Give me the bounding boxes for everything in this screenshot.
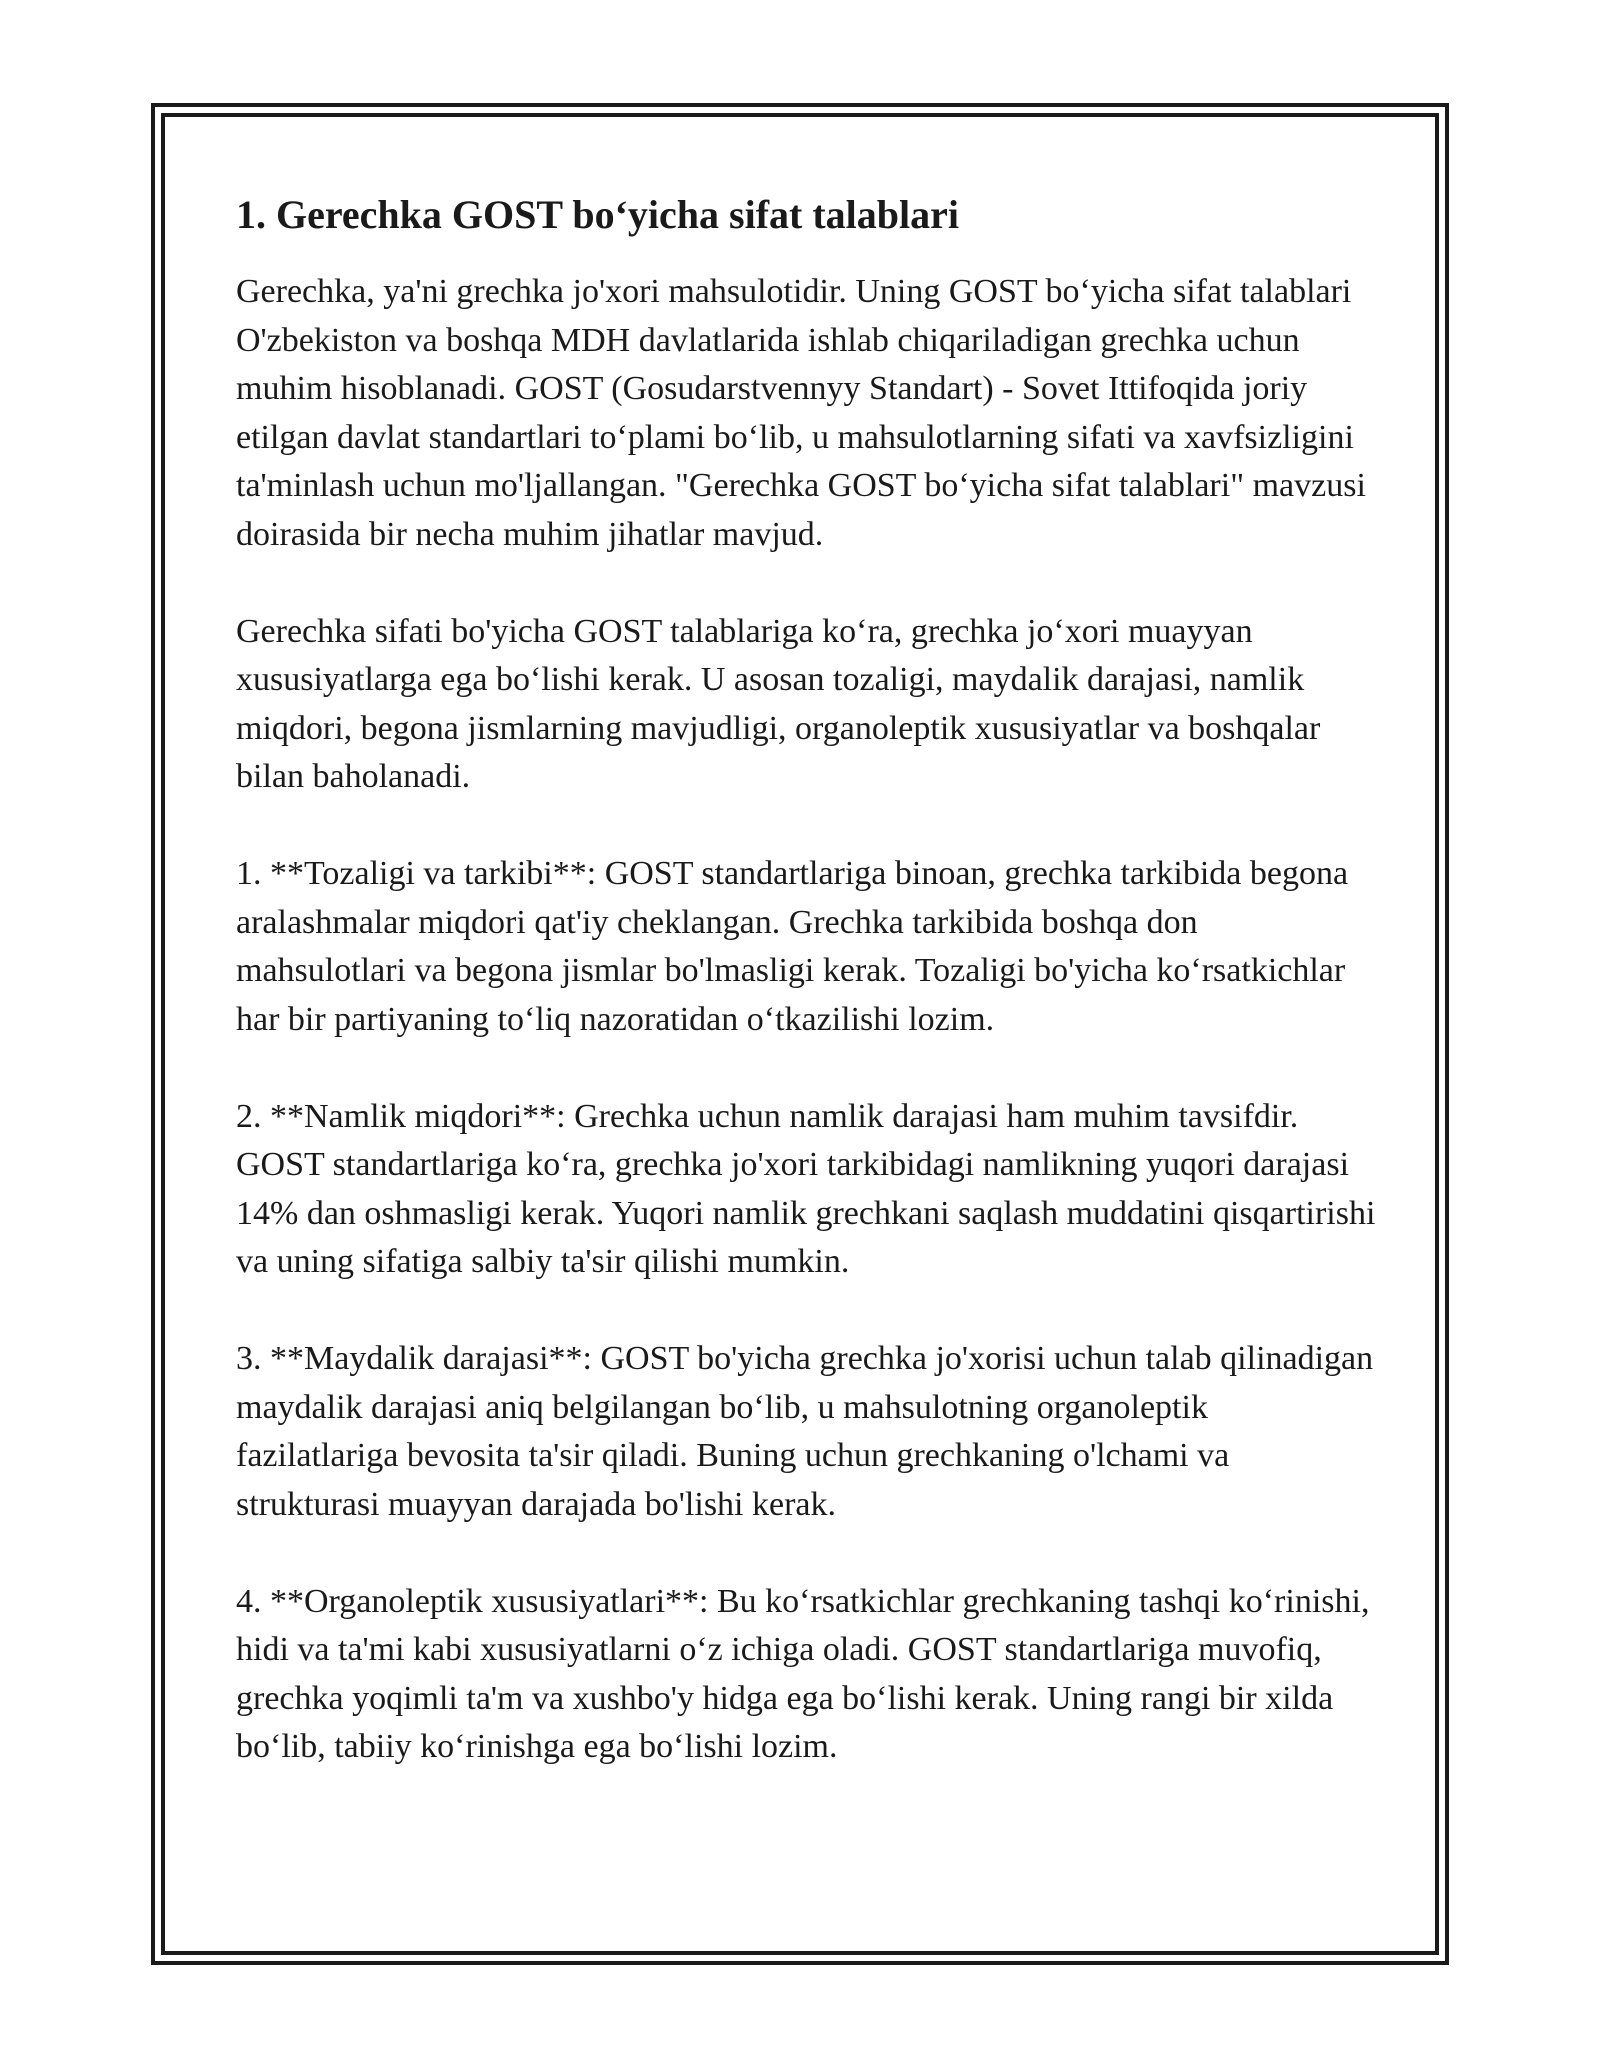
paragraph-organoleptic: 4. **Organoleptik xususiyatlari**: Bu ko‘rsatkichlar grechkaning tashqi ko‘rinishi, hidi va ta'mi kabi xususiyatlarni o‘z ichiga oladi. GOST standartlariga muvofiq, grechka yoqimli ta'm va xushbo'y hidga ega bo‘lishi kerak. Uning rangi bir xilda bo‘lib, tabiiy ko‘rinishga ega bo‘lishi lozim. (236, 1582, 1370, 1765)
paragraph-moisture: 2. **Namlik miqdori**: Grechka uchun namlik darajasi ham muhim tavsifdir. GOST standartlariga ko‘ra, grechka jo'xori tarkibidagi namlikning yuqori darajasi 14% dan oshmasligi kerak. Yuqori namlik grechkani saqlash muddatini qisqartirishi va uning sifatiga salbiy ta'sir qilishi mumkin. (236, 1097, 1376, 1280)
paragraph-criteria: Gerechka sifati bo'yicha GOST talablariga ko‘ra, grechka jo‘xori muayyan xususiyatlarga ega bo‘lishi kerak. U asosan tozaligi, maydalik darajasi, namlik miqdori, begona jismlarning mavjudligi, organoleptik xususiyatlar va boshqalar bilan baholanadi. (236, 612, 1321, 795)
paragraph-intro: Gerechka, ya'ni grechka jo'xori mahsulotidir. Uning GOST bo‘yicha sifat talablari O'zbekiston va boshqa MDH davlatlarida ishlab chiqariladigan grechka uchun muhim hisoblanadi. GOST (Gosudarstvennyy Standart) - Sovet Ittifoqida joriy etilgan davlat standartlari to‘plami bo‘lib, u mahsulotlarning sifati va xavfsizligini ta'minlash uchun mo'ljallangan. "Gerechka GOST bo‘yicha sifat talablari" mavzusi doirasida bir necha muhim jihatlar mavjud. (236, 273, 1366, 553)
document-body (236, 186, 1376, 1820)
paragraph-purity: 1. **Tozaligi va tarkibi**: GOST standartlariga binoan, grechka tarkibida begona aralashmalar miqdori qat'iy cheklangan. Grechka tarkibida boshqa don mahsulotlari va begona jismlar bo'lmasligi kerak. Tozaligi bo'yicha ko‘rsatkichlar har bir partiyaning to‘liq nazoratidan o‘tkazilishi lozim. (236, 855, 1349, 1038)
paragraph-fineness: 3. **Maydalik darajasi**: GOST bo'yicha grechka jo'xorisi uchun talab qilinadigan maydalik darajasi aniq belgilangan bo‘lib, u mahsulotning organoleptik fazilatlariga bevosita ta'sir qiladi. Buning uchun grechkaning o'lchami va strukturasi muayyan darajada bo'lishi kerak. (236, 1340, 1374, 1523)
section-heading: 1. Gerechka GOST bo‘yicha sifat talablari (236, 192, 959, 237)
